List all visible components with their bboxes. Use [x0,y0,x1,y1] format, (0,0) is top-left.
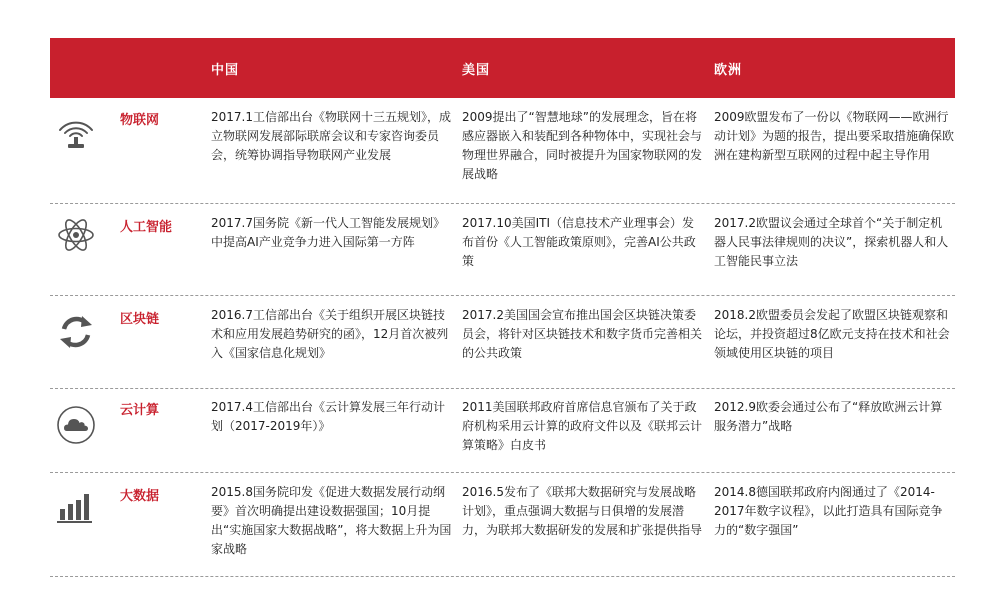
refresh-cycle-icon [56,312,96,352]
bar-chart-icon [56,485,96,525]
table-row-cloud [50,389,955,473]
atom-icon [56,215,96,255]
cell-europe: 2012.9欧委会通过公布了“释放欧洲云计算服务潜力”战略 [714,400,943,433]
cell-usa: 2009提出了“智慧地球”的发展理念，旨在将感应器嵌入和装配到各种物体中，实现社会与物理世界融合，同时被提升为国家物联网的发展战略 [462,110,703,181]
cell-china: 2015.8国务院印发《促进大数据发展行动纲要》首次明确提出建设数据强国；10月提出“实施国家大数据战略”，将大数据上升为国家战略 [211,485,452,556]
cell-china: 2017.1工信部出台《物联网十三五规划》，成立物联网发展部际联席会议和专家咨询委员会，统筹协调指导物联网产业发展 [211,110,451,162]
wifi-antenna-icon [56,112,96,152]
policy-comparison-table [50,38,955,577]
header-china: 中国 [211,63,240,78]
cell-china: 2017.7国务院《新一代人工智能发展规划》中提高AI产业竞争力进入国际第一方阵 [211,216,445,249]
cell-europe: 2018.2欧盟委员会发起了欧盟区块链观察和论坛，并投资超过8亿欧元支持在技术和社会领域使用区块链的项目 [714,308,950,360]
cell-china: 2016.7工信部出台《关于组织开展区块链技术和应用发展趋势研究的函》，12月首次被列入《国家信息化规划》 [211,308,449,360]
tech-label: 物联网 [120,113,160,128]
table-header [50,38,955,98]
cell-usa: 2011美国联邦政府首席信息官颁布了关于政府机构采用云计算的政府文件以及《联邦云计算策略》白皮书 [462,400,703,452]
cell-europe: 2014.8德国联邦政府内阁通过了《2014-2017年数字议程》，以此打造具有国际竞争力的“数字强国” [714,485,943,537]
cell-europe: 2017.2欧盟议会通过全球首个“关于制定机器人民事法律规则的决议”，探索机器人和人工智能民事立法 [714,216,949,268]
cell-usa: 2017.2美国国会宣布推出国会区块链决策委员会，将针对区块链技术和数字货币完善相关的公共政策 [462,308,703,360]
header-europe: 欧洲 [714,63,743,78]
cell-china: 2017.4工信部出台《云计算发展三年行动计划（2017-2019年）》 [211,400,445,433]
cell-usa: 2016.5发布了《联邦大数据研究与发展战略计划》，重点强调大数据与日俱增的发展潜力，为联邦大数据研发的发展和扩张提供指导 [462,485,703,537]
tech-label: 大数据 [120,489,160,504]
table-row-bigdata [50,473,955,577]
tech-label: 区块链 [120,312,160,327]
cloud-icon [56,405,96,445]
table-row-blockchain [50,296,955,389]
cell-usa: 2017.10美国ITI（信息技术产业理事会）发布首份《人工智能政策原则》，完善AI公共政策 [462,216,696,268]
header-usa: 美国 [462,63,491,78]
tech-label: 云计算 [120,403,160,418]
cell-europe: 2009欧盟发布了一份以《物联网——欧洲行动计划》为题的报告，提出要采取措施确保欧洲在建构新型互联网的过程中起主导作用 [714,110,955,162]
tech-label: 人工智能 [120,220,173,235]
table-row-ai [50,204,955,296]
table-row-iot [50,98,955,204]
